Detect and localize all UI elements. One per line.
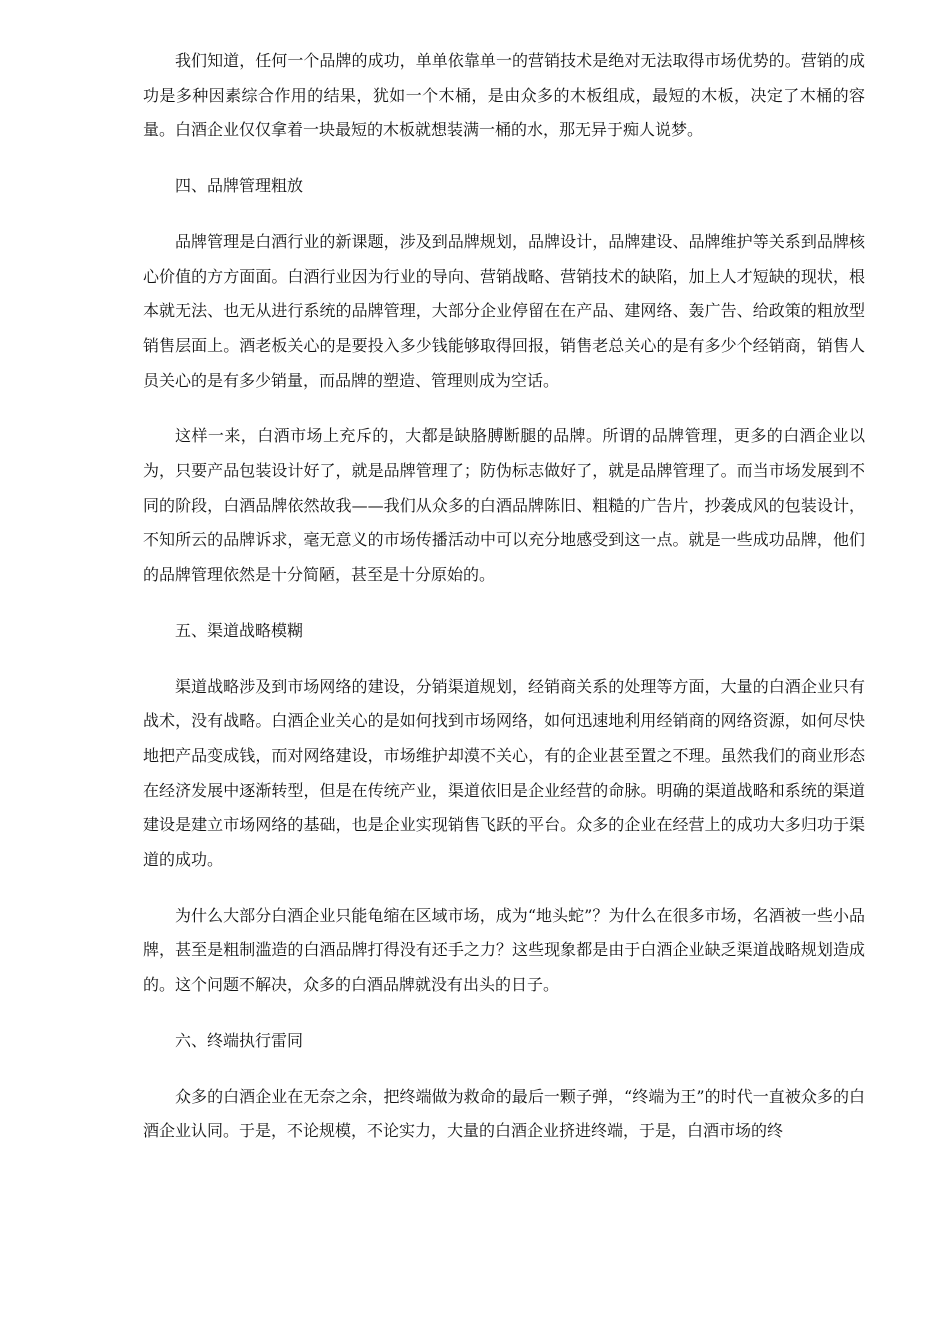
section-heading-terminal-execution: 六、终端执行雷同 xyxy=(175,1030,304,1050)
paragraph-gap xyxy=(143,593,865,614)
paragraph-gap xyxy=(143,398,865,419)
paragraph-gap xyxy=(143,148,865,169)
paragraph-regional-market: 为什么大部分白酒企业只能龟缩在区域市场，成为“地头蛇”？为什么在很多市场，名酒被一些小品牌，甚至是粗制滥造的白酒品牌打得没有还手之力？这些现象都是由于白酒企业缺乏渠道战略规划造成的。这个问题不解决，众多的白酒品牌就没有出头的日子。 xyxy=(143,905,865,995)
paragraph-channel-strategy: 渠道战略涉及到市场网络的建设，分销渠道规划，经销商关系的处理等方面，大量的白酒企业只有战术，没有战略。白酒企业关心的是如何找到市场网络，如何迅速地利用经销商的网络资源，如何尽快地把产品变成钱，而对网络建设，市场维护却漠不关心，有的企业甚至置之不理。虽然我们的商业形态在经济发展中逐渐转型，但是在传统产业，渠道依旧是企业经营的命脉。明确的渠道战略和系统的渠道建设是建立市场网络的基础，也是企业实现销售飞跃的平台。众多的企业在经营上的成功大多归功于渠道的成功。 xyxy=(143,676,865,870)
document-page xyxy=(143,44,865,1149)
section-heading-brand-management: 四、品牌管理粗放 xyxy=(175,176,304,196)
paragraph-gap xyxy=(143,204,865,225)
paragraph-gap xyxy=(143,878,865,899)
section-heading-channel-strategy: 五、渠道战略模糊 xyxy=(175,620,304,640)
paragraph-wooden-bucket: 我们知道，任何一个品牌的成功，单单依靠单一的营销技术是绝对无法取得市场优势的。营销的成功是多种因素综合作用的结果，犹如一个木桶，是由众多的木板组成，最短的木板，决定了木桶的容量。白酒企业仅仅拿着一块最短的木板就想装满一桶的水，那无异于痴人说梦。 xyxy=(143,51,865,140)
paragraph-broken-brands: 这样一来，白酒市场上充斥的，大都是缺胳膊断腿的品牌。所谓的品牌管理，更多的白酒企业以为，只要产品包装设计好了，就是品牌管理了；防伪标志做好了，就是品牌管理了。而当市场发展到不同的阶段，白酒品牌依然故我——我们从众多的白酒品牌陈旧、粗糙的广告片，抄袭成风的包装设计，不知所云的品牌诉求，毫无意义的市场传播活动中可以充分地感受到这一点。就是一些成功品牌，他们的品牌管理依然是十分简陋，甚至是十分原始的。 xyxy=(143,426,865,585)
paragraph-terminal-execution: 众多的白酒企业在无奈之余，把终端做为救命的最后一颗子弹，“终端为王”的时代一直被众多的白酒企业认同。于是，不论规模，不论实力，大量的白酒企业挤进终端，于是，白酒市场的终 xyxy=(143,1086,865,1141)
paragraph-gap xyxy=(143,1059,865,1080)
paragraph-gap xyxy=(143,649,865,670)
paragraph-brand-management: 品牌管理是白酒行业的新课题，涉及到品牌规划，品牌设计，品牌建设、品牌维护等关系到品牌核心价值的方方面面。白酒行业因为行业的导向、营销战略、营销技术的缺陷，加上人才短缺的现状，根本就无法、也无从进行系统的品牌管理，大部分企业停留在在产品、建网络、轰广告、给政策的粗放型销售层面上。酒老板关心的是要投入多少钱能够取得回报，销售老总关心的是有多少个经销商，销售人员关心的是有多少销量，而品牌的塑造、管理则成为空话。 xyxy=(143,231,865,390)
paragraph-gap xyxy=(143,1003,865,1024)
